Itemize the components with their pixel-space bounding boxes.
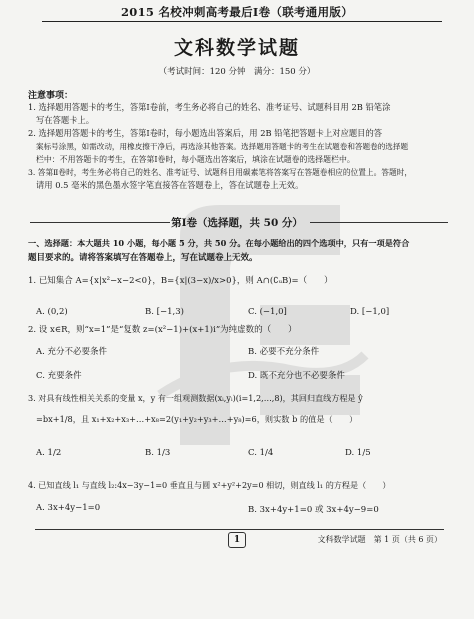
notice-line: 1. 选择题用答题卡的考生，答第Ⅰ卷前，考生务必将自己的姓名、准考证号、试题科目用 2B 铅笔涂 — [28, 102, 391, 112]
time-info: （考试时间：120 分钟 满分：150 分） — [158, 67, 316, 77]
question-2-option-a: A. 充分不必要条件 — [36, 347, 108, 357]
paper-title: 文科数学试题 — [173, 37, 300, 59]
notice-line: 写在答题卡上。 — [36, 115, 95, 125]
footer-divider — [35, 529, 444, 530]
question-1-option-b: B. [−1,3) — [145, 307, 184, 317]
question-1-stem: 1. 已知集合 A={x|x²−x−2<0}，B={x|(3−x)/x>0}，则 A∩(∁ᵤB)=（ ） — [28, 276, 333, 286]
notice-line: 案标号涂黑，如需改动，用橡皮擦干净后，再选涂其他答案。选择题用答题卡的考生在试题卷和答题卷的选择题 — [36, 142, 409, 151]
header-divider — [42, 21, 442, 22]
question-2-option-d: D. 既不充分也不必要条件 — [248, 371, 345, 381]
notice-line: 请用 0.5 毫米的黑色墨水签字笔直接答在答题卷上，答在试题卷上无效。 — [36, 180, 304, 190]
question-3-stem: 3. 对具有线性相关关系的变量 x，y 有一组观测数据(xᵢ,yᵢ)(i=1,2,…,8)，其回归直线方程是 ŷ — [28, 393, 363, 403]
instruction-line: 一、选择题：本大题共 10 小题，每小题 5 分，共 50 分。在每小题给出的四个选项中，只有一项是符合 — [28, 238, 410, 248]
question-1-option-d: D. [−1,0] — [350, 307, 390, 317]
question-3-stem-cont: =bx+1/8，且 x₁+x₂+x₃+…+x₈=2(y₁+y₂+y₃+…+y₈)=6，则实数 b 的值是（ ） — [36, 414, 358, 424]
question-3-option-b: B. 1/3 — [145, 448, 171, 458]
question-3-option-a: A. 1/2 — [36, 448, 62, 458]
question-4-stem: 4. 已知直线 l₁ 与直线 l₂:4x−3y−1=0 垂直且与圆 x²+y²+2y=0 相切，则直线 l₁ 的方程是（ ） — [28, 480, 391, 490]
question-4-option-b: B. 3x+4y+1=0 或 3x+4y−9=0 — [248, 505, 379, 515]
page-number: 1 — [228, 532, 246, 548]
section-heading: 第Ⅰ卷（选择题，共 50 分） — [171, 217, 303, 229]
exam-series-header: 2015 名校冲刺高考最后Ⅰ卷（联考通用版） — [121, 5, 353, 19]
page-info: 文科数学试题 第 1 页（共 6 页） — [317, 535, 442, 544]
question-1-option-a: A. (0,2) — [36, 307, 68, 317]
notice-line: 栏中：不用答题卡的考生，在答第Ⅰ卷时，每小题选出答案后，填涂在试题卷的选择题栏中。 — [36, 155, 355, 164]
instruction-line: 题目要求的。请将答案填写在答题卷上，写在试题卷上无效。 — [28, 253, 258, 263]
question-4-option-a: A. 3x+4y−1=0 — [36, 503, 101, 513]
question-2-option-b: B. 必要不充分条件 — [248, 347, 320, 357]
question-2-stem: 2. 设 x∈R，则“x=1”是“复数 z=(x²−1)+(x+1)i”为纯虚数的（ ） — [28, 325, 297, 335]
notice-heading: 注意事项： — [28, 91, 74, 101]
section-rule-right — [310, 222, 448, 223]
question-3-option-c: C. 1/4 — [248, 448, 274, 458]
notice-line: 2. 选择题用答题卡的考生，答第Ⅰ卷时，每小题选出答案后，用 2B 铅笔把答题卡上对应题目的答 — [28, 128, 383, 138]
question-3-option-d: D. 1/5 — [345, 448, 371, 458]
notice-line: 3. 答第Ⅱ卷时，考生务必将自己的姓名、准考证号、试题科目用碳素笔将答案写在答题卷相应的位置上。答题时， — [28, 168, 413, 177]
question-1-option-c: C. (−1,0] — [248, 307, 287, 317]
question-2-option-c: C. 充要条件 — [36, 371, 82, 381]
